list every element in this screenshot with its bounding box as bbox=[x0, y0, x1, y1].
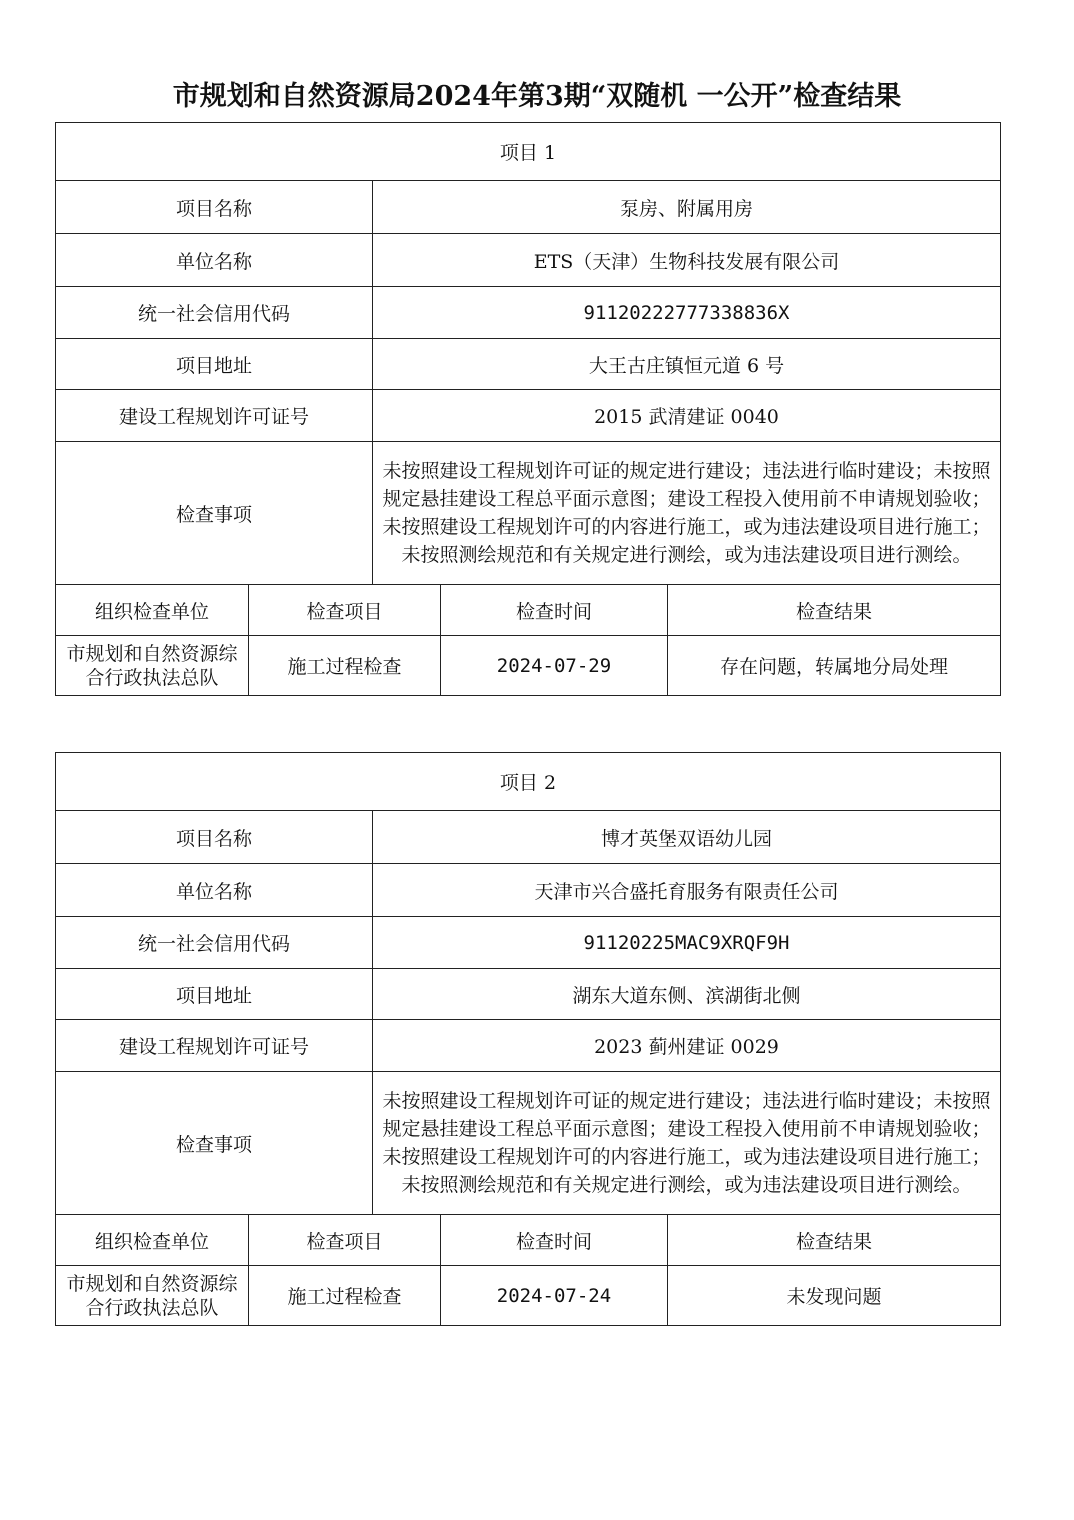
inspection-items-label: 检查事项 bbox=[56, 442, 373, 585]
unit-name-label: 单位名称 bbox=[56, 864, 373, 917]
credit-code-label: 统一社会信用代码 bbox=[56, 287, 373, 339]
project-name-label: 项目名称 bbox=[56, 811, 373, 864]
org-unit-header: 组织检查单位 bbox=[56, 1215, 249, 1266]
check-result-header: 检查结果 bbox=[668, 1215, 1001, 1266]
permit-label: 建设工程规划许可证号 bbox=[56, 390, 373, 442]
project-name-label: 项目名称 bbox=[56, 181, 373, 234]
unit-name-value: 天津市兴合盛托育服务有限责任公司 bbox=[373, 864, 1001, 917]
unit-name-value: ETS（天津）生物科技发展有限公司 bbox=[373, 234, 1001, 287]
check-time-header: 检查时间 bbox=[441, 1215, 668, 1266]
inspection-items-value: 未按照建设工程规划许可证的规定进行建设；违法进行临时建设；未按照规定悬挂建设工程总平面示意图；建设工程投入使用前不申请规划验收；未按照建设工程规划许可的内容进行施工，或为违法建设项目进行施工；未按照测绘规范和有关规定进行测绘，或为违法建设项目进行测绘。 bbox=[373, 1072, 1001, 1215]
check-item-header: 检查项目 bbox=[249, 585, 441, 636]
address-label: 项目地址 bbox=[56, 339, 373, 390]
check-time-value: 2024-07-24 bbox=[441, 1266, 668, 1326]
project-heading: 项目 1 bbox=[56, 123, 1001, 181]
check-result-value: 存在问题，转属地分局处理 bbox=[668, 636, 1001, 696]
inspection-items-value: 未按照建设工程规划许可证的规定进行建设；违法进行临时建设；未按照规定悬挂建设工程总平面示意图；建设工程投入使用前不申请规划验收；未按照建设工程规划许可的内容进行施工，或为违法建设项目进行施工；未按照测绘规范和有关规定进行测绘，或为违法建设项目进行测绘。 bbox=[373, 442, 1001, 585]
project-name-value: 泵房、附属用房 bbox=[373, 181, 1001, 234]
project-1-table bbox=[55, 122, 1001, 696]
project-heading: 项目 2 bbox=[56, 753, 1001, 811]
check-result-value: 未发现问题 bbox=[668, 1266, 1001, 1326]
credit-code-value: 91120222777338836X bbox=[373, 287, 1001, 339]
permit-label: 建设工程规划许可证号 bbox=[56, 1020, 373, 1072]
check-item-header: 检查项目 bbox=[249, 1215, 441, 1266]
credit-code-label: 统一社会信用代码 bbox=[56, 917, 373, 969]
check-item-value: 施工过程检查 bbox=[249, 1266, 441, 1326]
credit-code-value: 91120225MAC9XRQF9H bbox=[373, 917, 1001, 969]
org-unit-value: 市规划和自然资源综合行政执法总队 bbox=[56, 1266, 249, 1326]
check-time-header: 检查时间 bbox=[441, 585, 668, 636]
permit-value: 2015 武清建证 0040 bbox=[373, 390, 1001, 442]
address-label: 项目地址 bbox=[56, 969, 373, 1020]
check-time-value: 2024-07-29 bbox=[441, 636, 668, 696]
address-value: 大王古庄镇恒元道 6 号 bbox=[373, 339, 1001, 390]
unit-name-label: 单位名称 bbox=[56, 234, 373, 287]
project-name-value: 博才英堡双语幼儿园 bbox=[373, 811, 1001, 864]
page-title: 市规划和自然资源局2024年第3期“双随机 一公开”检查结果 bbox=[172, 81, 902, 112]
address-value: 湖东大道东侧、滨湖街北侧 bbox=[373, 969, 1001, 1020]
org-unit-header: 组织检查单位 bbox=[56, 585, 249, 636]
check-item-value: 施工过程检查 bbox=[249, 636, 441, 696]
inspection-items-label: 检查事项 bbox=[56, 1072, 373, 1215]
check-result-header: 检查结果 bbox=[668, 585, 1001, 636]
project-2-table bbox=[55, 752, 1001, 1326]
org-unit-value: 市规划和自然资源综合行政执法总队 bbox=[56, 636, 249, 696]
permit-value: 2023 蓟州建证 0029 bbox=[373, 1020, 1001, 1072]
